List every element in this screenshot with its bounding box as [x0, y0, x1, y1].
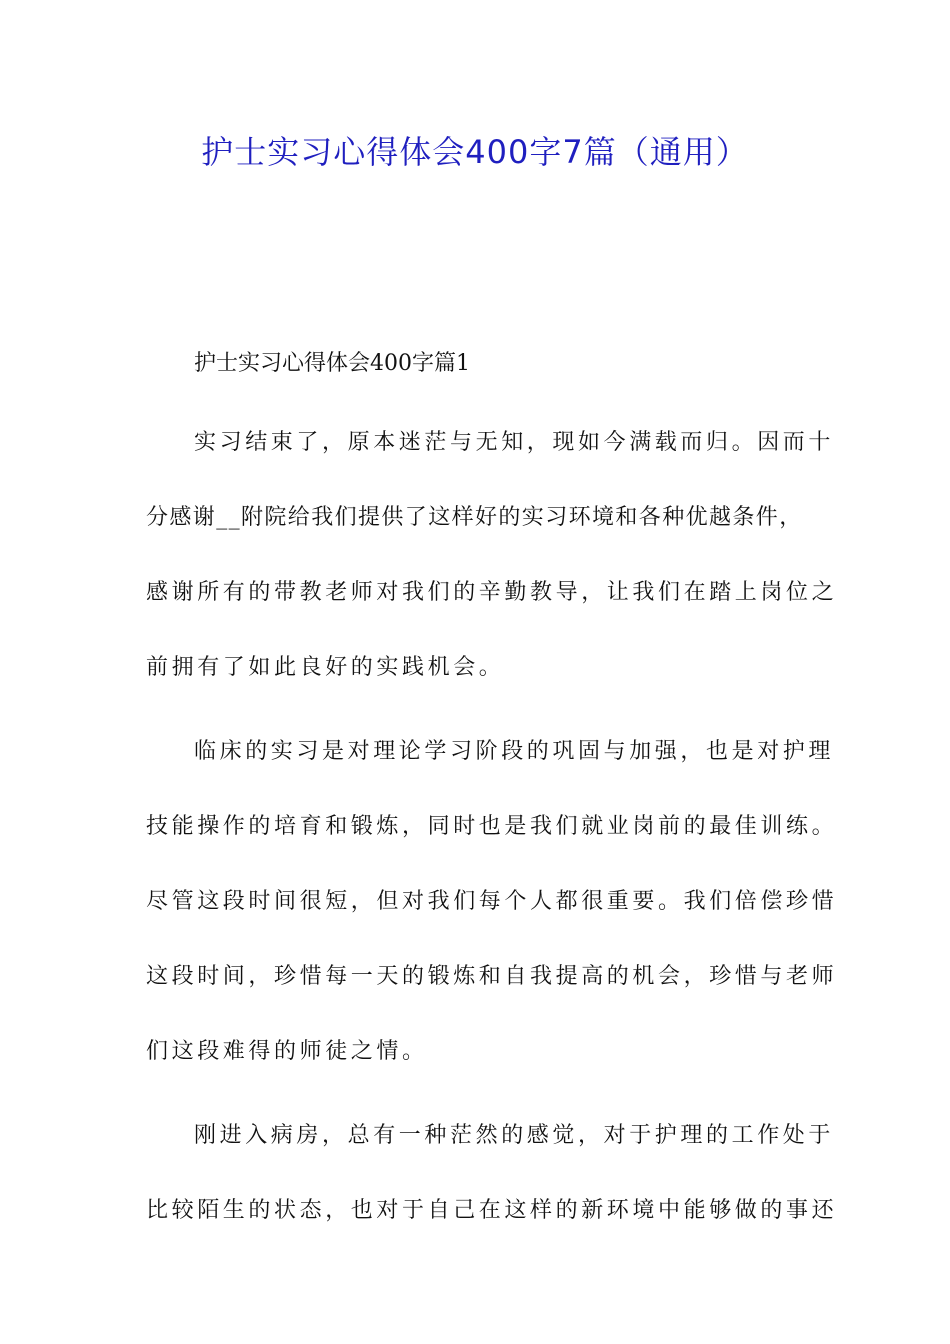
paragraph-3: [146, 1089, 838, 1248]
paragraph-line: 刚进入病房，总有一种茫然的感觉，对于护理的工作处于: [194, 1123, 835, 1148]
paragraph-line: 前拥有了如此良好的实践机会。: [146, 655, 505, 680]
section-heading: 护士实习心得体会400字篇1: [194, 351, 470, 376]
paragraph-line: 感谢所有的带教老师对我们的辛勤教导，让我们在踏上岗位之: [146, 580, 838, 605]
document-title: 护士实习心得体会400字7篇（通用）: [201, 133, 749, 171]
paragraph-2: [146, 705, 838, 1089]
paragraph-line: 临床的实习是对理论学习阶段的巩固与加强，也是对护理: [194, 739, 835, 764]
paragraph-line: 实习结束了，原本迷茫与无知，现如今满载而归。因而十: [194, 430, 835, 455]
paragraph-line: 们这段难得的师徒之情。: [146, 1039, 428, 1064]
paragraph-line: 这段时间，珍惜每一天的锻炼和自我提高的机会，珍惜与老师: [146, 964, 838, 989]
paragraph-line: 比较陌生的状态，也对于自己在这样的新环境中能够做的事还: [146, 1198, 838, 1223]
paragraph-line: 技能操作的培育和锻炼，同时也是我们就业岗前的最佳训练。: [146, 814, 838, 839]
paragraph-1: [146, 396, 838, 705]
document-body: [146, 332, 838, 1248]
paragraph-line: 尽管这段时间很短，但对我们每个人都很重要。我们倍偿珍惜: [146, 889, 838, 914]
paragraph-line: 分感谢__附院给我们提供了这样好的实习环境和各种优越条件，: [146, 505, 803, 530]
